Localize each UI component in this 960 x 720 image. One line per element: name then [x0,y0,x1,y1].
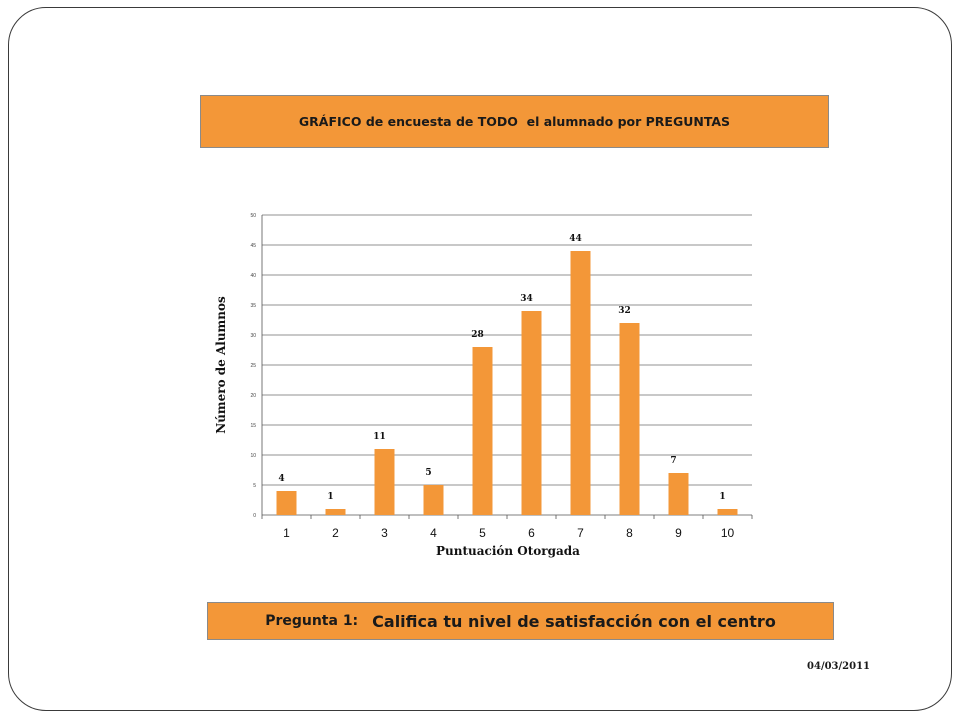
y-tick-label: 15 [250,423,256,429]
data-label: 34 [520,294,533,304]
x-tick-label: 6 [528,526,535,540]
x-axis-title: Puntuación Otorgada [436,544,580,558]
data-label: 44 [569,234,582,244]
x-tick-label: 3 [381,526,388,540]
y-tick-label: 25 [250,363,256,369]
x-tick-label: 10 [720,526,735,540]
bar [522,311,542,515]
data-label: 5 [425,468,432,478]
y-tick-label: 45 [250,243,256,249]
bar [473,347,493,515]
x-tick-label: 5 [479,526,486,540]
question-prefix: Pregunta 1: [265,613,359,629]
y-tick-label: 30 [250,333,256,339]
x-tick-label: 1 [283,526,290,540]
x-tick-label: 7 [577,526,584,540]
data-label: 1 [719,492,726,502]
question-banner [207,602,834,640]
data-label: 4 [278,474,285,484]
bar [424,485,444,515]
x-tick-label: 9 [675,526,682,540]
y-axis-title: Número de Alumnos [214,296,228,434]
data-label: 28 [471,330,484,340]
y-tick-label: 10 [250,453,256,459]
data-label: 32 [618,306,631,316]
bar [571,251,591,515]
bar [620,323,640,515]
x-tick-label: 4 [430,526,437,540]
bar [669,473,689,515]
y-tick-label: 0 [253,513,256,519]
data-label: 7 [670,456,677,466]
chart-title: GRÁFICO de encuesta de TODO el alumnado por PREGUNTAS [298,114,731,129]
bar [277,491,297,515]
x-tick-label: 2 [332,526,339,540]
x-tick-label: 8 [626,526,633,540]
y-tick-label: 40 [250,273,256,279]
bar [375,449,395,515]
y-tick-label: 5 [253,483,256,489]
slide-date: 04/03/2011 [807,661,870,672]
data-label: 11 [373,432,386,442]
y-tick-label: 20 [250,393,256,399]
y-tick-label: 35 [250,303,256,309]
question-text: Califica tu nivel de satisfacción con el centro [372,611,776,631]
bar [718,509,738,515]
data-label: 1 [327,492,334,502]
bar [326,509,346,515]
y-tick-label: 50 [250,213,256,219]
